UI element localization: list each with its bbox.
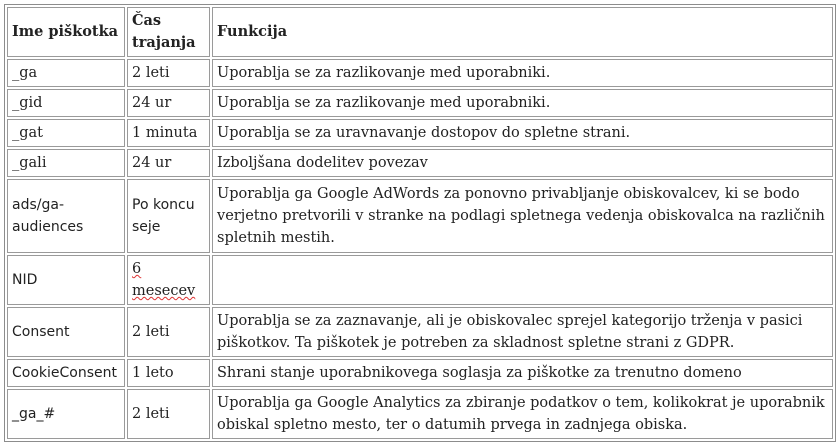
table-row (7, 59, 833, 87)
cell-cookie-name: NID (7, 255, 125, 305)
cell-cookie-name: _ga_# (7, 389, 125, 439)
table-row (7, 149, 833, 177)
table-row (7, 179, 833, 253)
cell-duration: 1 minuta (127, 119, 210, 147)
cell-cookie-name: CookieConsent (7, 359, 125, 387)
header-function: Funkcija (212, 7, 833, 57)
cell-function: Izboljšana dodelitev povezav (212, 149, 833, 177)
spellcheck-underline: 6 mesecev (132, 261, 196, 299)
cell-duration: 24 ur (127, 149, 210, 177)
cell-function: Uporablja se za razlikovanje med uporabniki. (212, 59, 833, 87)
table-row (7, 119, 833, 147)
cell-cookie-name: _gat (7, 119, 125, 147)
table-row (7, 255, 833, 305)
cell-cookie-name: _gali (7, 149, 125, 177)
cell-duration: 2 leti (127, 59, 210, 87)
cookie-table-container (4, 4, 836, 442)
cell-duration: 1 leto (127, 359, 210, 387)
table-row (7, 359, 833, 387)
cookie-table (4, 4, 836, 442)
table-row (7, 89, 833, 117)
header-cookie-name: Ime piškotka (7, 7, 125, 57)
cell-cookie-name: _ga (7, 59, 125, 87)
cell-function: Uporablja ga Google AdWords za ponovno privabljanje obiskovalcev, ki se bodo verjetno pretvorili v stranke na podlagi spletnega vedenja obiskovalca na različnih spletnih mestih. (212, 179, 833, 253)
cell-cookie-name: ads/ga-audiences (7, 179, 125, 253)
cell-duration (127, 255, 210, 305)
cell-duration: Po koncu seje (127, 179, 210, 253)
header-duration: Čas trajanja (127, 7, 210, 57)
cell-duration: 24 ur (127, 89, 210, 117)
cell-cookie-name: _gid (7, 89, 125, 117)
cell-duration: 2 leti (127, 307, 210, 357)
cell-function: Uporablja ga Google Analytics za zbiranje podatkov o tem, kolikokrat je uporabnik obiskal spletno mesto, ter o datumih prvega in zadnjega obiska. (212, 389, 833, 439)
cell-function: Uporablja se za zaznavanje, ali je obiskovalec sprejel kategorijo trženja v pasici piškotkov. Ta piškotek je potreben za skladnost spletne strani z GDPR. (212, 307, 833, 357)
cell-function: Uporablja se za razlikovanje med uporabniki. (212, 89, 833, 117)
cell-function: Uporablja se za uravnavanje dostopov do spletne strani. (212, 119, 833, 147)
cell-function (212, 255, 833, 305)
table-row (7, 389, 833, 439)
cell-function: Shrani stanje uporabnikovega soglasja za piškotke za trenutno domeno (212, 359, 833, 387)
cell-cookie-name: Consent (7, 307, 125, 357)
table-header-row (7, 7, 833, 57)
cell-duration: 2 leti (127, 389, 210, 439)
table-row (7, 307, 833, 357)
